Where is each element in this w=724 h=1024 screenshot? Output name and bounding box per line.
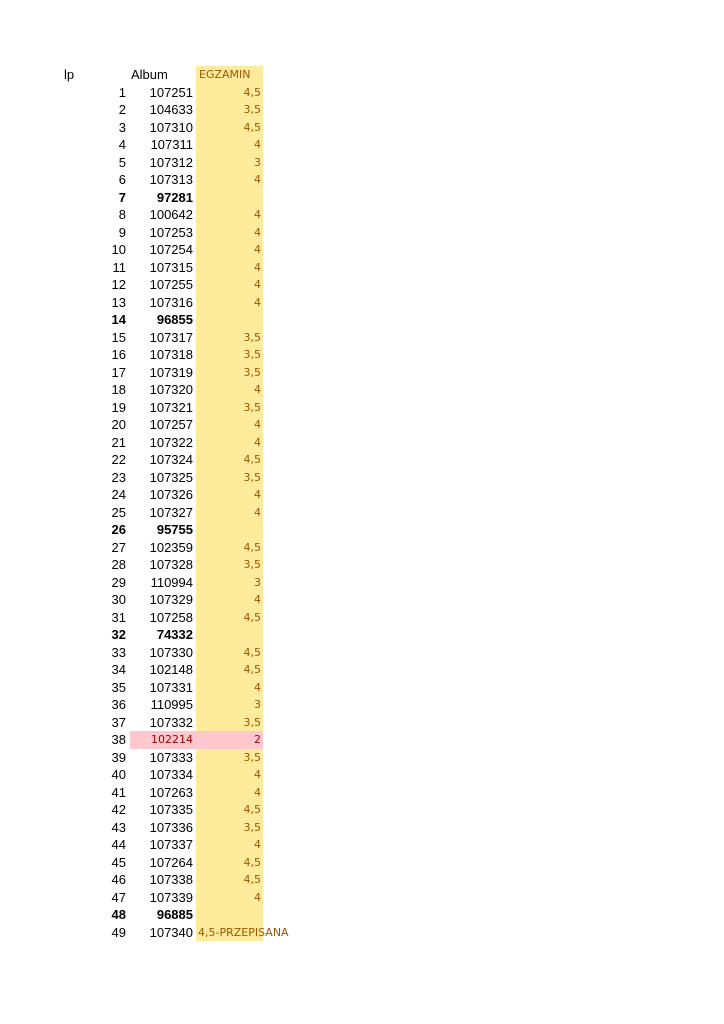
cell-album[interactable]: 107329 xyxy=(149,592,193,607)
cell-lp[interactable]: 5 xyxy=(118,154,126,170)
cell-egzamin[interactable]: 4,5 xyxy=(243,803,261,816)
cell-album[interactable]: 102148 xyxy=(149,662,193,677)
cell-lp[interactable]: 17 xyxy=(111,364,126,380)
cell-lp[interactable]: 19 xyxy=(111,399,126,415)
cell-egzamin[interactable]: 4 xyxy=(254,593,261,606)
table-row xyxy=(0,714,724,732)
cell-lp[interactable]: 6 xyxy=(118,172,126,187)
cell-egzamin[interactable]: 4 xyxy=(254,680,261,694)
cell-lp[interactable]: 26 xyxy=(111,522,126,537)
cell-album[interactable]: 107320 xyxy=(149,382,193,397)
cell-lp[interactable]: 34 xyxy=(111,662,126,677)
table-row xyxy=(0,731,724,749)
header-album[interactable]: Album xyxy=(131,67,168,82)
cell-egzamin[interactable]: 3 xyxy=(254,698,261,711)
cell-lp[interactable]: 40 xyxy=(111,767,126,782)
cell-album[interactable]: 107258 xyxy=(149,609,193,625)
cell-egzamin[interactable]: 4 xyxy=(254,225,261,239)
cell-album[interactable]: 104633 xyxy=(149,102,193,117)
cell-lp[interactable]: 8 xyxy=(118,207,126,222)
cell-album[interactable]: 107337 xyxy=(149,837,193,852)
cell-lp[interactable]: 41 xyxy=(111,784,126,800)
cell-egzamin[interactable]: 4 xyxy=(254,418,261,431)
table-row xyxy=(0,819,724,837)
cell-lp[interactable]: 20 xyxy=(111,417,126,432)
cell-lp[interactable]: 36 xyxy=(111,697,126,712)
cell-album[interactable]: 107254 xyxy=(149,242,193,257)
cell-egzamin[interactable]: 4 xyxy=(254,260,261,274)
cell-lp[interactable]: 1 xyxy=(118,84,126,100)
cell-album[interactable]: 107322 xyxy=(149,434,193,450)
cell-album[interactable]: 107311 xyxy=(150,137,193,152)
cell-album[interactable]: 107313 xyxy=(149,172,193,187)
cell-egzamin[interactable]: 4,5 xyxy=(243,85,261,99)
header-lp[interactable]: lp xyxy=(64,67,75,82)
cell-egzamin[interactable]: 4 xyxy=(254,768,261,781)
cell-album[interactable]: 107335 xyxy=(149,802,193,817)
table-row xyxy=(0,329,724,347)
cell-egzamin[interactable]: 3,5 xyxy=(243,330,261,344)
cell-egzamin[interactable]: 3,5 xyxy=(243,400,261,414)
table-row xyxy=(0,539,724,557)
cell-lp[interactable]: 45 xyxy=(111,854,126,870)
cell-album[interactable]: 107336 xyxy=(149,819,193,835)
table-row xyxy=(0,556,724,574)
table-row xyxy=(0,399,724,417)
cell-egzamin[interactable]: 4 xyxy=(254,295,261,309)
cell-album[interactable]: 107255 xyxy=(149,277,193,292)
cell-egzamin[interactable]: 4 xyxy=(254,208,261,221)
cell-egzamin[interactable]: 4 xyxy=(254,890,261,904)
cell-album[interactable]: 102214 xyxy=(151,733,193,746)
cell-album[interactable]: 107312 xyxy=(149,154,193,170)
table-row xyxy=(0,696,724,714)
cell-egzamin[interactable]: 4 xyxy=(254,243,261,256)
cell-lp[interactable]: 9 xyxy=(118,224,126,240)
cell-egzamin[interactable]: 4,5 xyxy=(243,873,261,886)
cell-lp[interactable]: 24 xyxy=(111,487,126,502)
cell-album[interactable]: 107330 xyxy=(149,644,193,660)
cell-lp[interactable]: 3 xyxy=(118,119,126,135)
cell-egzamin[interactable]: 4,5 xyxy=(243,453,261,466)
cell-lp[interactable]: 25 xyxy=(111,504,126,520)
cell-egzamin[interactable]: 3,5 xyxy=(243,470,261,484)
table-row xyxy=(0,451,724,469)
cell-egzamin[interactable]: 4,5 xyxy=(243,610,261,624)
cell-egzamin[interactable]: 4,5 xyxy=(243,120,261,134)
cell-album[interactable]: 107319 xyxy=(149,364,193,380)
table-row xyxy=(0,749,724,767)
table-row xyxy=(0,784,724,802)
table-row xyxy=(0,136,724,154)
table-row xyxy=(0,469,724,487)
table-row xyxy=(0,574,724,592)
table-row xyxy=(0,346,724,364)
cell-lp[interactable]: 44 xyxy=(111,837,126,852)
cell-album[interactable]: 107264 xyxy=(149,854,193,870)
cell-album[interactable]: 107328 xyxy=(149,557,193,572)
table-row xyxy=(0,259,724,277)
cell-album[interactable]: 107338 xyxy=(149,872,193,887)
cell-album[interactable]: 107263 xyxy=(149,784,193,800)
cell-lp[interactable]: 33 xyxy=(111,644,126,660)
table-row xyxy=(0,801,724,819)
table-row xyxy=(0,609,724,627)
cell-album[interactable]: 107340 xyxy=(149,924,193,940)
cell-egzamin[interactable]: 4 xyxy=(254,138,261,151)
cell-lp[interactable]: 32 xyxy=(111,627,126,642)
cell-egzamin[interactable]: 3,5 xyxy=(243,750,261,764)
table-row xyxy=(0,486,724,504)
cell-egzamin[interactable]: 4,5-PRZEPISANA xyxy=(198,925,289,939)
table-row xyxy=(0,626,724,644)
table-row xyxy=(0,364,724,382)
cell-album[interactable]: 74332 xyxy=(156,627,193,642)
table-row xyxy=(0,591,724,609)
cell-lp[interactable]: 46 xyxy=(111,872,126,887)
table-row xyxy=(0,311,724,329)
cell-lp[interactable]: 18 xyxy=(111,382,126,397)
cell-album[interactable]: 110995 xyxy=(150,697,193,712)
cell-lp[interactable]: 7 xyxy=(118,189,126,205)
cell-egzamin[interactable]: 3 xyxy=(254,155,261,169)
cell-egzamin[interactable]: 4,5 xyxy=(243,855,261,869)
table-row xyxy=(0,189,724,207)
cell-album[interactable]: 107315 xyxy=(149,259,193,275)
cell-lp[interactable]: 10 xyxy=(111,242,126,257)
table-row xyxy=(0,119,724,137)
table-row xyxy=(0,206,724,224)
cell-album[interactable]: 107253 xyxy=(149,224,193,240)
table-row xyxy=(0,924,724,942)
table-row xyxy=(0,889,724,907)
table-row xyxy=(0,661,724,679)
cell-album[interactable]: 107251 xyxy=(149,84,193,100)
cell-egzamin[interactable]: 4 xyxy=(254,505,261,519)
table-row xyxy=(0,224,724,242)
cell-egzamin[interactable]: 4 xyxy=(254,383,261,396)
cell-lp[interactable]: 49 xyxy=(111,924,126,940)
cell-album[interactable]: 96885 xyxy=(156,907,193,922)
cell-lp[interactable]: 47 xyxy=(111,889,126,905)
table-row xyxy=(0,521,724,539)
table-row xyxy=(0,766,724,784)
cell-album[interactable]: 97281 xyxy=(156,189,193,205)
cell-album[interactable]: 107332 xyxy=(149,714,193,730)
cell-lp[interactable]: 2 xyxy=(118,102,126,117)
table-row xyxy=(0,154,724,172)
cell-album[interactable]: 107325 xyxy=(149,469,193,485)
cell-lp[interactable]: 38 xyxy=(111,732,126,747)
table-row xyxy=(0,84,724,102)
cell-album[interactable]: 107316 xyxy=(149,294,193,310)
table-row xyxy=(0,276,724,294)
cell-album[interactable]: 107257 xyxy=(149,417,193,432)
cell-album[interactable]: 107326 xyxy=(149,487,193,502)
cell-lp[interactable]: 23 xyxy=(111,469,126,485)
cell-album[interactable]: 107324 xyxy=(149,452,193,467)
cell-egzamin[interactable]: 4,5 xyxy=(243,645,261,659)
cell-album[interactable]: 107334 xyxy=(149,767,193,782)
table-row xyxy=(0,504,724,522)
table-row xyxy=(0,854,724,872)
cell-egzamin[interactable]: 4 xyxy=(254,173,261,186)
cell-lp[interactable]: 31 xyxy=(111,609,126,625)
cell-lp[interactable]: 30 xyxy=(111,592,126,607)
cell-lp[interactable]: 37 xyxy=(111,714,126,730)
cell-album[interactable]: 107331 xyxy=(149,679,193,695)
cell-egzamin[interactable]: 3,5 xyxy=(243,820,261,834)
cell-lp[interactable]: 22 xyxy=(111,452,126,467)
cell-egzamin[interactable]: 3,5 xyxy=(243,365,261,379)
cell-album[interactable]: 107327 xyxy=(149,504,193,520)
table-row xyxy=(0,679,724,697)
cell-egzamin[interactable]: 4 xyxy=(254,435,261,449)
cell-album[interactable]: 107333 xyxy=(149,749,193,765)
failed-grade-highlight xyxy=(130,731,263,749)
cell-egzamin[interactable]: 3,5 xyxy=(243,715,261,729)
cell-lp[interactable]: 42 xyxy=(111,802,126,817)
table-row xyxy=(0,171,724,189)
cell-egzamin[interactable]: 4 xyxy=(254,488,261,501)
cell-album[interactable]: 107339 xyxy=(149,889,193,905)
cell-lp[interactable]: 4 xyxy=(118,137,126,152)
table-row xyxy=(0,871,724,889)
cell-album[interactable]: 102359 xyxy=(149,539,193,555)
table-row xyxy=(0,294,724,312)
cell-egzamin[interactable]: 4,5 xyxy=(243,663,261,676)
header-egzamin[interactable]: EGZAMIN xyxy=(199,68,251,81)
cell-egzamin[interactable]: 2 xyxy=(254,733,261,746)
table-row xyxy=(0,381,724,399)
cell-lp[interactable]: 21 xyxy=(111,434,126,450)
cell-album[interactable]: 107310 xyxy=(149,119,193,135)
table-row xyxy=(0,241,724,259)
cell-album[interactable]: 110994 xyxy=(150,574,193,590)
cell-egzamin[interactable]: 4 xyxy=(254,785,261,799)
cell-lp[interactable]: 15 xyxy=(111,329,126,345)
table-row xyxy=(0,416,724,434)
cell-lp[interactable]: 12 xyxy=(111,277,126,292)
cell-lp[interactable]: 35 xyxy=(111,679,126,695)
table-row xyxy=(0,101,724,119)
cell-album[interactable]: 107318 xyxy=(149,347,193,362)
cell-egzamin[interactable]: 4 xyxy=(254,278,261,291)
cell-egzamin[interactable]: 3,5 xyxy=(243,558,261,571)
cell-egzamin[interactable]: 4 xyxy=(254,838,261,851)
cell-album[interactable]: 107317 xyxy=(149,329,193,345)
cell-lp[interactable]: 43 xyxy=(111,819,126,835)
cell-lp[interactable]: 27 xyxy=(111,539,126,555)
table-row xyxy=(0,836,724,854)
cell-album[interactable]: 100642 xyxy=(149,207,193,222)
table-row xyxy=(0,644,724,662)
cell-lp[interactable]: 13 xyxy=(111,294,126,310)
cell-egzamin[interactable]: 4,5 xyxy=(243,540,261,554)
cell-egzamin[interactable]: 3,5 xyxy=(243,103,261,116)
cell-album[interactable]: 95755 xyxy=(156,522,193,537)
cell-lp[interactable]: 11 xyxy=(112,259,126,275)
table-row xyxy=(0,906,724,924)
cell-album[interactable]: 107321 xyxy=(149,399,193,415)
cell-lp[interactable]: 28 xyxy=(111,557,126,572)
cell-lp[interactable]: 14 xyxy=(111,312,126,327)
cell-egzamin[interactable]: 3,5 xyxy=(243,348,261,361)
table-row xyxy=(0,434,724,452)
cell-lp[interactable]: 29 xyxy=(111,574,126,590)
cell-lp[interactable]: 16 xyxy=(111,347,126,362)
cell-lp[interactable]: 48 xyxy=(111,907,126,922)
cell-egzamin[interactable]: 3 xyxy=(254,575,261,589)
cell-album[interactable]: 96855 xyxy=(156,312,193,327)
cell-lp[interactable]: 39 xyxy=(111,749,126,765)
